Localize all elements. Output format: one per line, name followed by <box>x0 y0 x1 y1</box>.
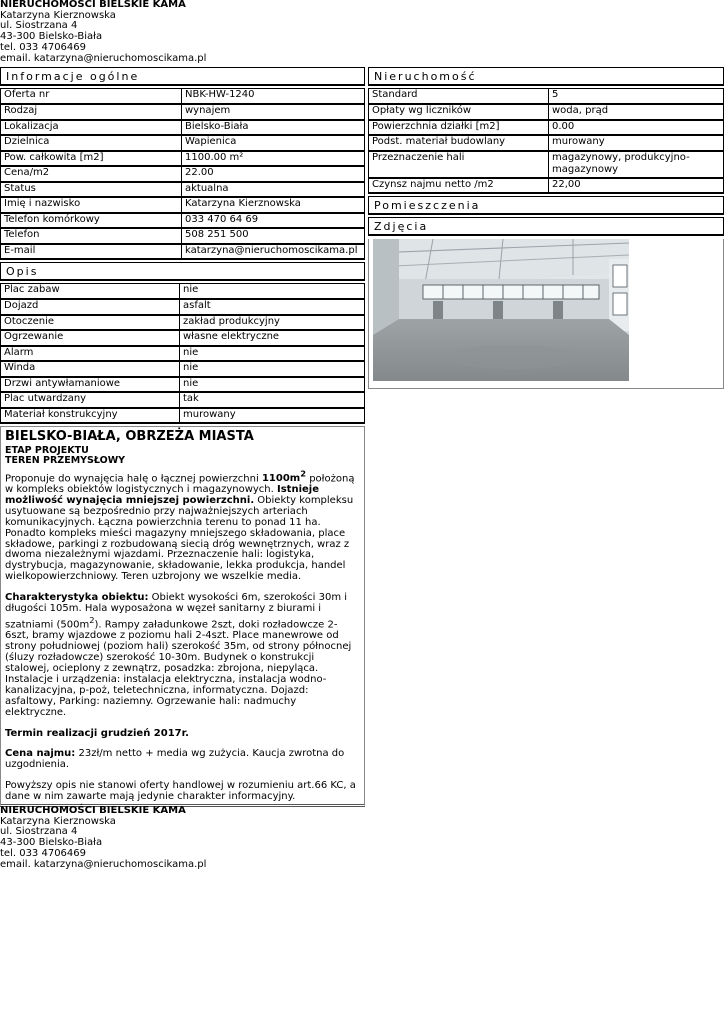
description-feature-label: Plac zabaw <box>1 284 180 300</box>
footer-agency-street: ul. Siostrzana 4 <box>0 826 78 838</box>
agency-person: Katarzyna Kierznowska <box>0 9 116 21</box>
description-feature-row <box>1 299 365 315</box>
property-row <box>369 104 724 120</box>
property-row <box>369 120 724 136</box>
general-info-row <box>1 182 365 198</box>
footer-agency-phone: tel. 033 4706469 <box>0 847 87 859</box>
general-info-value: wynajem <box>182 104 365 120</box>
general-info-value: Katarzyna Kierznowska <box>182 197 365 213</box>
description-feature-row <box>1 330 365 346</box>
general-info-row <box>1 89 365 105</box>
general-info-value: aktualna <box>182 182 365 198</box>
general-info-value: 22.00 <box>182 166 365 182</box>
general-info-label: Rodzaj <box>1 104 182 120</box>
description-feature-row <box>1 315 365 331</box>
description-feature-label: Winda <box>1 361 180 377</box>
property-table <box>368 88 724 194</box>
general-info-label: Pow. całkowita [m2] <box>1 151 182 167</box>
footer-agency-name: NIERUCHOMOŚCI BIELSKIE KAMA <box>0 805 186 816</box>
general-info-label: Telefon komórkowy <box>1 213 182 229</box>
property-label: Standard <box>369 89 549 105</box>
agency-city: 43-300 Bielsko-Biała <box>0 31 103 43</box>
description-feature-row <box>1 392 365 408</box>
property-label: Powierzchnia działki [m2] <box>369 120 549 136</box>
listing-paragraph-disclaimer: Powyższy opis nie stanowi oferty handlowej w rozumieniu art.66 KC, a dane w nim zawarte mają jedynie charakter informacyjny. <box>5 780 356 803</box>
agency-phone: tel. 033 4706469 <box>0 41 87 53</box>
general-info-label: Status <box>1 182 182 198</box>
description-feature-value: własne elektryczne <box>180 330 365 346</box>
description-feature-row <box>1 284 365 300</box>
section-property-heading: Nieruchomość <box>368 67 724 86</box>
property-value: magazynowy, produkcyjno-magazynowy <box>549 151 724 178</box>
general-info-label: E-mail <box>1 244 182 260</box>
property-label: Przeznaczenie hali <box>369 151 549 178</box>
property-row <box>369 89 724 105</box>
listing-paragraph-deadline: Termin realizacji grudzień 2017r. <box>5 727 189 739</box>
description-feature-label: Dojazd <box>1 299 180 315</box>
general-info-value: Bielsko-Biała <box>182 120 365 136</box>
description-feature-label: Alarm <box>1 346 180 362</box>
general-info-value: Wapienica <box>182 135 365 151</box>
general-info-value: 033 470 64 69 <box>182 213 365 229</box>
agency-name: NIERUCHOMOŚCI BIELSKIE KAMA <box>0 0 186 10</box>
description-feature-value: murowany <box>180 408 365 424</box>
listing-paragraph-price: Cena najmu: 23zł/m netto + media wg zużycia. Kaucja zwrotna do uzgodnienia. <box>5 748 345 771</box>
description-feature-value: nie <box>180 361 365 377</box>
general-info-row <box>1 197 365 213</box>
description-feature-row <box>1 377 365 393</box>
general-info-value: NBK-HW-1240 <box>182 89 365 105</box>
description-feature-label: Ogrzewanie <box>1 330 180 346</box>
general-info-label: Oferta nr <box>1 89 182 105</box>
general-info-row <box>1 213 365 229</box>
listing-title: BIELSKO-BIAŁA, OBRZEŻA MIASTA <box>5 429 254 444</box>
general-info-value: 1100.00 m² <box>182 151 365 167</box>
property-value: 0.00 <box>549 120 724 136</box>
description-feature-row <box>1 408 365 424</box>
footer-agency-person: Katarzyna Kierznowska <box>0 815 116 827</box>
agency-street: ul. Siostrzana 4 <box>0 20 78 32</box>
agency-footer <box>0 806 206 870</box>
property-value: 5 <box>549 89 724 105</box>
general-info-table <box>0 88 365 260</box>
general-info-label: Telefon <box>1 228 182 244</box>
property-label: Opłaty wg liczników <box>369 104 549 120</box>
description-feature-value: zakład produkcyjny <box>180 315 365 331</box>
general-info-value: 508 251 500 <box>182 228 365 244</box>
description-feature-label: Plac utwardzany <box>1 392 180 408</box>
general-info-row <box>1 104 365 120</box>
left-column <box>0 67 365 807</box>
general-info-label: Lokalizacja <box>1 120 182 136</box>
description-feature-value: nie <box>180 377 365 393</box>
section-photos-heading: Zdjęcia <box>368 217 724 236</box>
warehouse-interior-image <box>373 239 629 381</box>
description-feature-value: nie <box>180 346 365 362</box>
property-row <box>369 151 724 178</box>
description-feature-label: Drzwi antywłamaniowe <box>1 377 180 393</box>
agency-header-top <box>0 0 206 64</box>
section-general-heading: Informacje ogólne <box>0 67 365 86</box>
description-feature-value: tak <box>180 392 365 408</box>
general-info-value: katarzyna@nieruchomoscikama.pl <box>182 244 365 260</box>
general-info-label: Dzielnica <box>1 135 182 151</box>
agency-email: email. katarzyna@nieruchomoscikama.pl <box>0 52 207 64</box>
description-feature-label: Otoczenie <box>1 315 180 331</box>
listing-description <box>0 426 365 807</box>
property-row <box>369 178 724 194</box>
property-value: woda, prąd <box>549 104 724 120</box>
description-feature-value: asfalt <box>180 299 365 315</box>
property-label: Podst. materiał budowlany <box>369 135 549 151</box>
general-info-row <box>1 244 365 260</box>
section-rooms-heading: Pomieszczenia <box>368 196 724 215</box>
general-info-row <box>1 135 365 151</box>
property-value: 22,00 <box>549 178 724 194</box>
general-info-row <box>1 151 365 167</box>
property-row <box>369 135 724 151</box>
description-feature-row <box>1 346 365 362</box>
description-feature-row <box>1 361 365 377</box>
property-value: murowany <box>549 135 724 151</box>
general-info-label: Cena/m2 <box>1 166 182 182</box>
right-column <box>368 67 724 389</box>
description-feature-label: Materiał konstrukcyjny <box>1 408 180 424</box>
description-feature-value: nie <box>180 284 365 300</box>
listing-subtitle-area: TEREN PRZEMYSŁOWY <box>5 455 126 467</box>
general-info-row <box>1 166 365 182</box>
footer-agency-email: email. katarzyna@nieruchomoscikama.pl <box>0 858 207 870</box>
photo-frame <box>368 239 724 389</box>
property-label: Czynsz najmu netto /m2 <box>369 178 549 194</box>
listing-paragraph-intro: Proponuje do wynajęcia halę o łącznej powierzchni $1100m^2$ położoną w kompleks obiektów logistycznych i magazynowych. Istnieje możliwość wynajęcia mniejszej powierzchni. Obiekty kompleksu usytuowane są bezpośrednio przy najważniejszych arteriach komunikacyjnych. Łączna powierzchnia terenu to ponad 11 ha. Ponadto kompleks mieści magazyny mniejszego składowania, place składowe, parkingi z rozbudowaną siecią dróg wewnętrznych, wraz z dwoma niezależnymi wjazdami. Przeznaczenie hali: logistyka, dystrybucja, magazynowanie, składowanie, lekka produkcja, handel wielkopowierzchniowy. Teren uzbrojony we wszelkie media. <box>5 468 355 583</box>
warehouse-photo[interactable] <box>373 239 629 381</box>
general-info-row <box>1 120 365 136</box>
listing-subtitle-stage: ETAP PROJEKTU <box>5 445 89 456</box>
general-info-row <box>1 228 365 244</box>
general-info-label: Imię i nazwisko <box>1 197 182 213</box>
footer-agency-city: 43-300 Bielsko-Biała <box>0 837 103 849</box>
description-features-table <box>0 283 365 424</box>
listing-paragraph-features: Charakterystyka obiektu: Obiekt wysokości 6m, szerokości 30m i długości 105m. Hala wyposażona w węzeł sanitarny z biurami i szatniami $(500m^2)$. Rampy załadunkowe 2szt, doki rozładowcze 2-6szt, bramy wjazdowe z poziomu hali 2-4szt. Place manewrowe od strony południowej (poziom hali) szerokość 35m, od strony północnej (śluzy rozładowcze) szerokość 10-30m. Budynek o konstrukcji stalowej, ocieplony z zewnątrz, posadzka: zbrojona, niepyląca. Instalacje i urządzenia: instalacja elektryczna, instalacja wodno-kanalizacyjna, p-poż, teletechniczna, informatyczna. Dojazd: asfaltowy, Parking: naziemny. Ogrzewanie hali: nadmuchy elektryczne. <box>5 592 352 718</box>
section-description-heading: Opis <box>0 262 365 281</box>
